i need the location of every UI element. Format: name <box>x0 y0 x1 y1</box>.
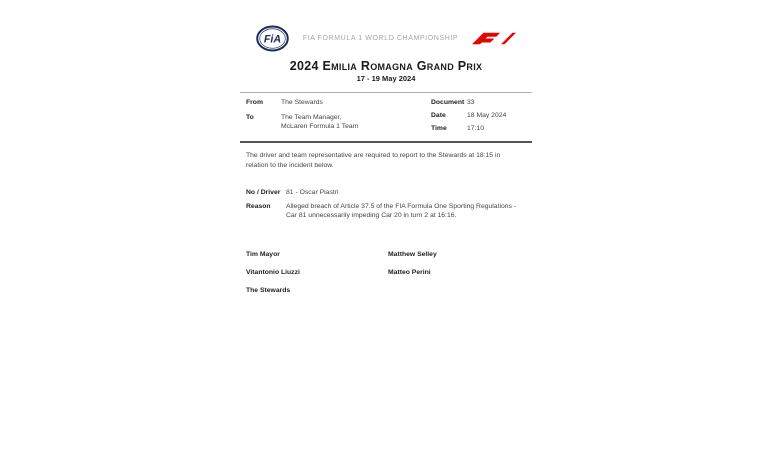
steward-name: Matthew Selley <box>388 251 437 259</box>
driver-row <box>246 188 532 197</box>
fia-document <box>240 18 532 294</box>
reason-value: Alleged breach of Article 37.5 of the FIA Formula One Sporting Regulations - Car 81 unnecessarily impeding Car 20 in turn 2 at 16:16. <box>286 203 517 220</box>
to-value-line2: McLaren Formula 1 Team <box>281 122 359 130</box>
date-value: 18 May 2024 <box>467 111 507 119</box>
to-label: To <box>246 113 254 121</box>
steward-name: Vitantonio Liuzzi <box>246 269 300 277</box>
summons-paragraph: The driver and team representative are required to report to the Stewards at 18:15 in relation to the incident below. <box>246 152 501 169</box>
steward-name: Matteo Perini <box>388 269 431 277</box>
fia-logo-text: FiA <box>263 33 282 46</box>
to-value-line1: The Team Manager, <box>281 113 342 121</box>
meta-table <box>240 93 532 141</box>
to-value <box>281 114 431 134</box>
reason-row <box>246 202 532 220</box>
signature-closing: The Stewards <box>246 287 291 295</box>
championship-title: FIA FORMULA 1 WORLD CHAMPIONSHIP <box>302 34 459 42</box>
event-title: 2024 Emilia Romagna Grand Prix <box>289 59 483 73</box>
meta-left-column <box>246 99 431 133</box>
signatures-block <box>246 251 532 276</box>
document-number: 33 <box>467 99 475 106</box>
meta-right-column <box>431 99 525 133</box>
from-label: From <box>246 99 263 106</box>
f1-logo <box>472 32 516 45</box>
date-label: Date <box>431 111 446 119</box>
document-header <box>240 18 532 52</box>
document-label: Document <box>431 99 465 106</box>
reason-label: Reason <box>246 203 271 210</box>
time-label: Time <box>431 124 447 132</box>
time-value: 17:10 <box>467 124 485 132</box>
fia-logo <box>256 25 289 52</box>
meta-divider <box>240 141 532 143</box>
no-driver-label: No / Driver <box>246 188 281 196</box>
no-driver-value: 81 - Oscar Piastri <box>286 188 339 196</box>
steward-name: Tim Mayor <box>246 251 280 259</box>
event-dates: 17 - 19 May 2024 <box>356 74 416 83</box>
from-value: The Stewards <box>281 99 323 106</box>
